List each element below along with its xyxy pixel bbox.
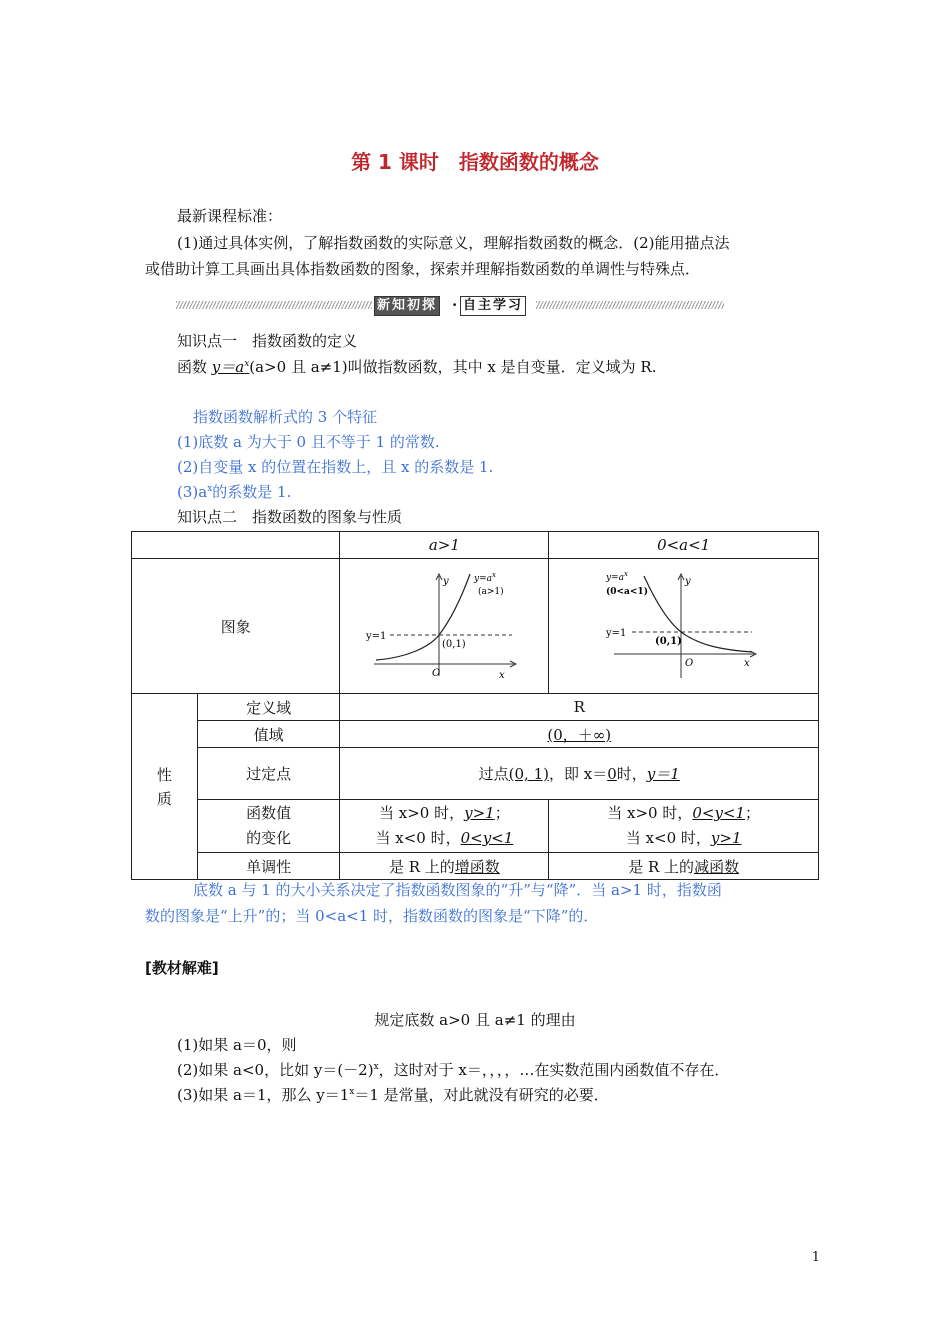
- domain-label: 定义域: [197, 694, 340, 721]
- mono-a1-val: 增函数: [454, 857, 500, 876]
- graph2-cond-label: (0<a<1): [605, 587, 648, 597]
- col-a-gt-1: a>1: [340, 532, 549, 559]
- graph2-func-label: [605, 570, 628, 583]
- table-graph-row: [132, 559, 819, 694]
- fixed-pre: 过点: [478, 765, 509, 783]
- graph2-origin-label: O: [684, 658, 693, 669]
- change-a1-sep: ；: [494, 804, 510, 822]
- graph-cell-increasing: [340, 559, 549, 694]
- change-a2-line1: [549, 801, 818, 826]
- mono-a1-pre: 是 R 上的: [388, 857, 455, 876]
- kp1-def-post: (a>0 且 a≠1)叫做指数函数，其中 x 是自变量．定义域为 R.: [249, 358, 657, 376]
- fixed-mid: ，即 x＝: [548, 765, 608, 783]
- props-label-2: 质: [156, 789, 172, 808]
- features-title: 指数函数解析式的 3 个特征: [193, 408, 378, 426]
- banner-hatch-left: [176, 301, 372, 309]
- graph1-origin-label: O: [432, 668, 441, 679]
- reason-title: 规定底数 a>0 且 a≠1 的理由: [374, 1011, 576, 1029]
- kp1-definition: [177, 356, 656, 377]
- change-a1-line1: [340, 801, 548, 826]
- kp1-title: 知识点一 指数函数的定义: [177, 332, 358, 350]
- fixed-label: 过定点: [197, 748, 340, 800]
- reason-2-pre: (2)如果 a<0，比如 y＝(－2): [177, 1061, 374, 1079]
- graph1-cond-label: (a>1): [478, 587, 505, 597]
- feature-3-exp: x: [207, 484, 213, 494]
- reason-2-post: ，这时对于 x＝，，，，…在实数范围内函数值不存在．: [378, 1061, 730, 1079]
- table-range-row: [132, 721, 819, 748]
- change-a2-val1: 0<y<1: [692, 804, 746, 822]
- feature-3-rest: 的系数是 1.: [212, 483, 292, 501]
- fixed-y: y＝1: [646, 765, 680, 783]
- banner-new-knowledge: 新知初探: [374, 296, 440, 316]
- graph2-func-base: y=a: [605, 573, 624, 583]
- banner-hatch-right: [536, 301, 724, 309]
- table-domain-row: [132, 694, 819, 721]
- fixed-point: (0, 1): [508, 765, 549, 783]
- range-label: 值域: [197, 721, 340, 748]
- section-banner: [176, 296, 724, 316]
- note-line-2: 数的图象是“上升”的；当 0<a<1 时，指数函数的图象是“下降”的．: [145, 907, 599, 925]
- change-a-lt-1: [549, 800, 819, 853]
- reason-3-pre: (3)如果 a＝1，那么 y＝1: [177, 1086, 350, 1104]
- standard-line-1: (1)通过具体实例，了解指数函数的实际意义，理解指数函数的概念．(2)能用描点法: [177, 234, 730, 252]
- feature-1: (1)底数 a 为大于 0 且不等于 1 的常数.: [177, 433, 440, 451]
- range-value-cell: [340, 721, 819, 748]
- kp1-def-formula-exp: x: [244, 359, 250, 369]
- difficulty-title: [教材解难]: [145, 959, 219, 977]
- table-mono-row: [132, 853, 819, 880]
- graph-increasing-svg: [364, 566, 524, 686]
- graph2-x-label: x: [743, 658, 750, 669]
- props-label: [132, 694, 198, 880]
- graph1-y1-label: y=1: [366, 631, 387, 642]
- fixed-mid2: 时，: [616, 765, 647, 783]
- mono-a2-val: 减函数: [694, 857, 740, 876]
- table-change-row: [132, 800, 819, 853]
- change-label-1: 函数值: [246, 804, 292, 822]
- change-a1-cond2: 当 x<0 时，: [375, 829, 461, 847]
- graph2-y1-label: y=1: [605, 628, 627, 639]
- mono-a-gt-1: [340, 853, 549, 880]
- table-fixed-row: [132, 748, 819, 800]
- change-a2-cond1: 当 x>0 时，: [607, 804, 693, 822]
- reason-2-exp: x: [373, 1062, 379, 1072]
- mono-label: 单调性: [197, 853, 340, 880]
- change-a2-sep: ；: [745, 804, 761, 822]
- kp1-def-formula-base: y＝a: [211, 358, 245, 376]
- kp1-def-formula: [212, 358, 250, 376]
- reason-2: [177, 1059, 729, 1080]
- kp2-title: 知识点二 指数函数的图象与性质: [177, 508, 403, 526]
- fixed-value: [340, 748, 819, 800]
- mono-a2-pre: 是 R 上的: [628, 857, 695, 876]
- standard-label: 最新课程标准：: [177, 207, 283, 225]
- change-label-2: 的变化: [246, 829, 292, 847]
- change-a1-line2: [340, 826, 548, 851]
- domain-value: R: [340, 694, 819, 721]
- fixed-x: 0: [607, 765, 617, 783]
- range-value: (0，＋∞): [547, 725, 612, 744]
- change-a1-cond1: 当 x>0 时，: [379, 804, 465, 822]
- banner-self-study: 自主学习: [460, 296, 526, 316]
- properties-table: [131, 531, 819, 880]
- graph2-func-exp: x: [623, 570, 628, 578]
- change-a2-line2: [549, 826, 818, 851]
- feature-3: [177, 481, 291, 502]
- reason-3-post: ＝1 是常量，对此就没有研究的必要．: [354, 1086, 609, 1104]
- reason-3-exp: x: [349, 1087, 355, 1097]
- graph-decreasing-svg: [604, 566, 764, 686]
- change-a1-val2: 0<y<1: [460, 829, 514, 847]
- mono-a-lt-1: [549, 853, 819, 880]
- change-a1-val1: y>1: [464, 804, 495, 822]
- change-a2-cond2: 当 x<0 时，: [625, 829, 711, 847]
- feature-3-a: (3)a: [177, 483, 208, 501]
- change-label: [197, 800, 340, 853]
- page-title: 第 1 课时 指数函数的概念: [351, 150, 599, 174]
- table-header-blank: [132, 532, 340, 559]
- reason-3: [177, 1084, 609, 1105]
- graph2-y-label: y: [684, 576, 691, 587]
- graph1-y-label: y: [443, 576, 450, 587]
- graph1-func-base: y=a: [474, 574, 493, 584]
- standard-line-2: 或借助计算工具画出具体指数函数的图象，探索并理解指数函数的单调性与特殊点．: [145, 260, 701, 278]
- props-label-1: 性: [156, 765, 172, 784]
- graph1-func-label: [473, 571, 496, 584]
- change-a2-val2: y>1: [710, 829, 742, 847]
- graph2-point-label: (0,1): [654, 636, 682, 647]
- page-number: 1: [811, 1250, 820, 1265]
- graph1-x-label: x: [499, 670, 506, 681]
- banner-dot: ·: [452, 296, 458, 314]
- graph1-func-exp: x: [492, 571, 497, 579]
- note-line-1: 底数 a 与 1 的大小关系决定了指数函数图象的“升”与“降”．当 a>1 时，指数函: [193, 881, 722, 899]
- graph-label: 图象: [132, 559, 340, 694]
- col-a-lt-1: 0<a<1: [549, 532, 819, 559]
- kp1-def-pre: 函数: [177, 358, 212, 376]
- graph1-point-label: (0,1): [442, 639, 467, 650]
- feature-2: (2)自变量 x 的位置在指数上，且 x 的系数是 1.: [177, 458, 494, 476]
- reason-1: (1)如果 a＝0，则: [177, 1036, 297, 1054]
- graph-cell-decreasing: [549, 559, 819, 694]
- table-header-row: [132, 532, 819, 559]
- change-a-gt-1: [340, 800, 549, 853]
